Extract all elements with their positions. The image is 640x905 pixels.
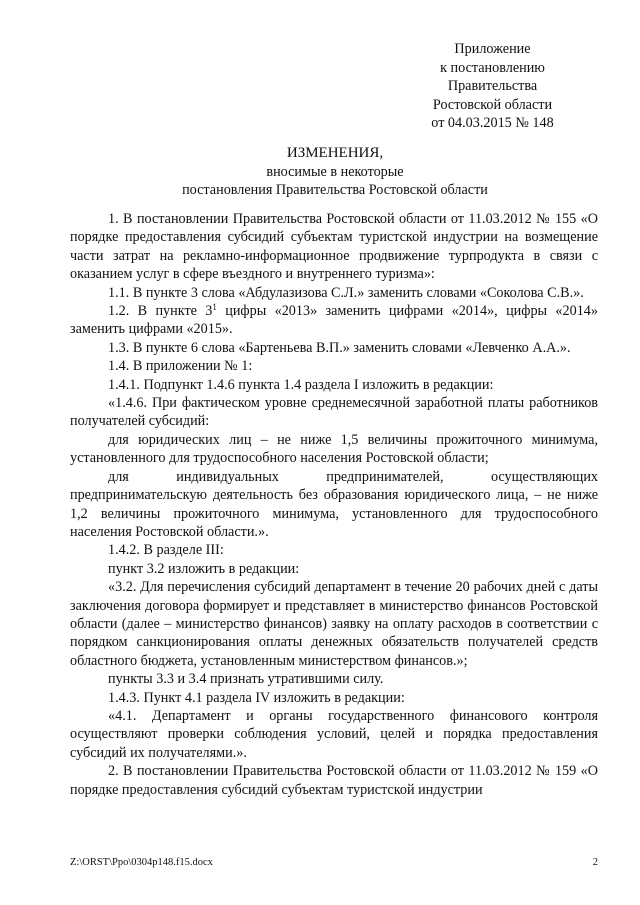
heading-subtitle-1: вносимые в некоторые xyxy=(266,163,404,180)
appendix-line-4: Ростовской области xyxy=(432,96,553,113)
appendix-line-3: Правительства xyxy=(447,78,538,94)
paragraph-legal-entities: для юридических лиц – не ниже 1,5 величины прожиточного минимума, установленного для трудоспособного населения Ростовской области; xyxy=(70,431,598,467)
paragraph-individual-entrepreneurs: для индивидуальных предпринимателей, осуществляющих предпринимательскую деятельность без образования юридического лица, – не ниже 1,2 величины прожиточного минимума, установленного для трудоспособного населения Ростовской области.». xyxy=(70,468,598,540)
paragraph-4-1-quote: «4.1. Департамент и органы государственного финансового контроля осуществляют проверки соблюдения условий, целей и порядка предоставления субсидий их получателями.». xyxy=(70,707,598,761)
appendix-line-5: от 04.03.2015 № 148 xyxy=(431,115,554,131)
heading-title: ИЗМЕНЕНИЯ, xyxy=(286,145,384,161)
paragraph-1-4-3: 1.4.3. Пункт 4.1 раздела IV изложить в редакции: xyxy=(108,689,405,706)
paragraph-1-4-6-quote: «1.4.6. При фактическом уровне среднемесячной заработной платы работников получателей субсидий: xyxy=(70,395,598,430)
document-body xyxy=(70,210,598,799)
paragraph-1-4: 1.4. В приложении № 1: xyxy=(108,358,253,375)
paragraph-3-2-quote: «3.2. Для перечисления субсидий департамент в течение 20 рабочих дней с даты заключения договора формирует и представляет в министерство финансов Ростовской области (далее – министерство финансов) заявку на оплату расходов в соответствии с порядком санкционирования оплаты денежных обязательств получателей средств областного бюджета, установленным министерством финансов.»; xyxy=(70,579,598,669)
heading-subtitle-2: постановления Правительства Ростовской области xyxy=(182,182,488,198)
superscript-index: 1 xyxy=(212,302,217,313)
paragraph-1-2 xyxy=(70,302,598,339)
page-number: 2 xyxy=(592,857,598,868)
appendix-line-1: Приложение xyxy=(454,41,531,57)
paragraph-1-4-2: 1.4.2. В разделе III: xyxy=(108,542,224,559)
paragraph-1-3: 1.3. В пункте 6 слова «Бартеньева В.П.» заменить словами «Левченко А.А.». xyxy=(108,339,571,356)
paragraph-2: 2. В постановлении Правительства Ростовской области от 11.03.2012 № 159 «О порядке предоставления субсидий субъектам туристской индустрии xyxy=(70,763,598,798)
paragraph-1: 1. В постановлении Правительства Ростовской области от 11.03.2012 № 155 «О порядке предоставления субсидий субъектам туристской индустрии на возмещение части затрат на рекламно-информационное продвижение турпродукта в связи с оказанием услуг в сфере въездного и внутреннего туризма»: xyxy=(70,211,598,283)
document-heading xyxy=(70,144,600,200)
footer-file-path: Z:\ORST\Ppo\0304p148.f15.docx xyxy=(70,857,213,868)
paragraph-1-4-1: 1.4.1. Подпункт 1.4.6 пункта 1.4 раздела I изложить в редакции: xyxy=(108,376,494,393)
appendix-block xyxy=(395,40,590,133)
paragraph-point-3-2-intro: пункт 3.2 изложить в редакции: xyxy=(108,560,300,577)
appendix-line-2: к постановлению xyxy=(440,59,545,76)
paragraph-3-3-3-4: пункты 3.3 и 3.4 признать утратившими силу. xyxy=(108,671,384,688)
paragraph-1-2-end: цифры «2013» заменить цифрами «2014», цифры «2014» заменить цифрами «2015». xyxy=(70,303,598,338)
paragraph-1-2-start: 1.2. В пункте 3 xyxy=(108,303,213,320)
paragraph-1-1: 1.1. В пункте 3 слова «Абдулазизова С.Л.» заменить словами «Соколова С.В.». xyxy=(108,284,584,301)
